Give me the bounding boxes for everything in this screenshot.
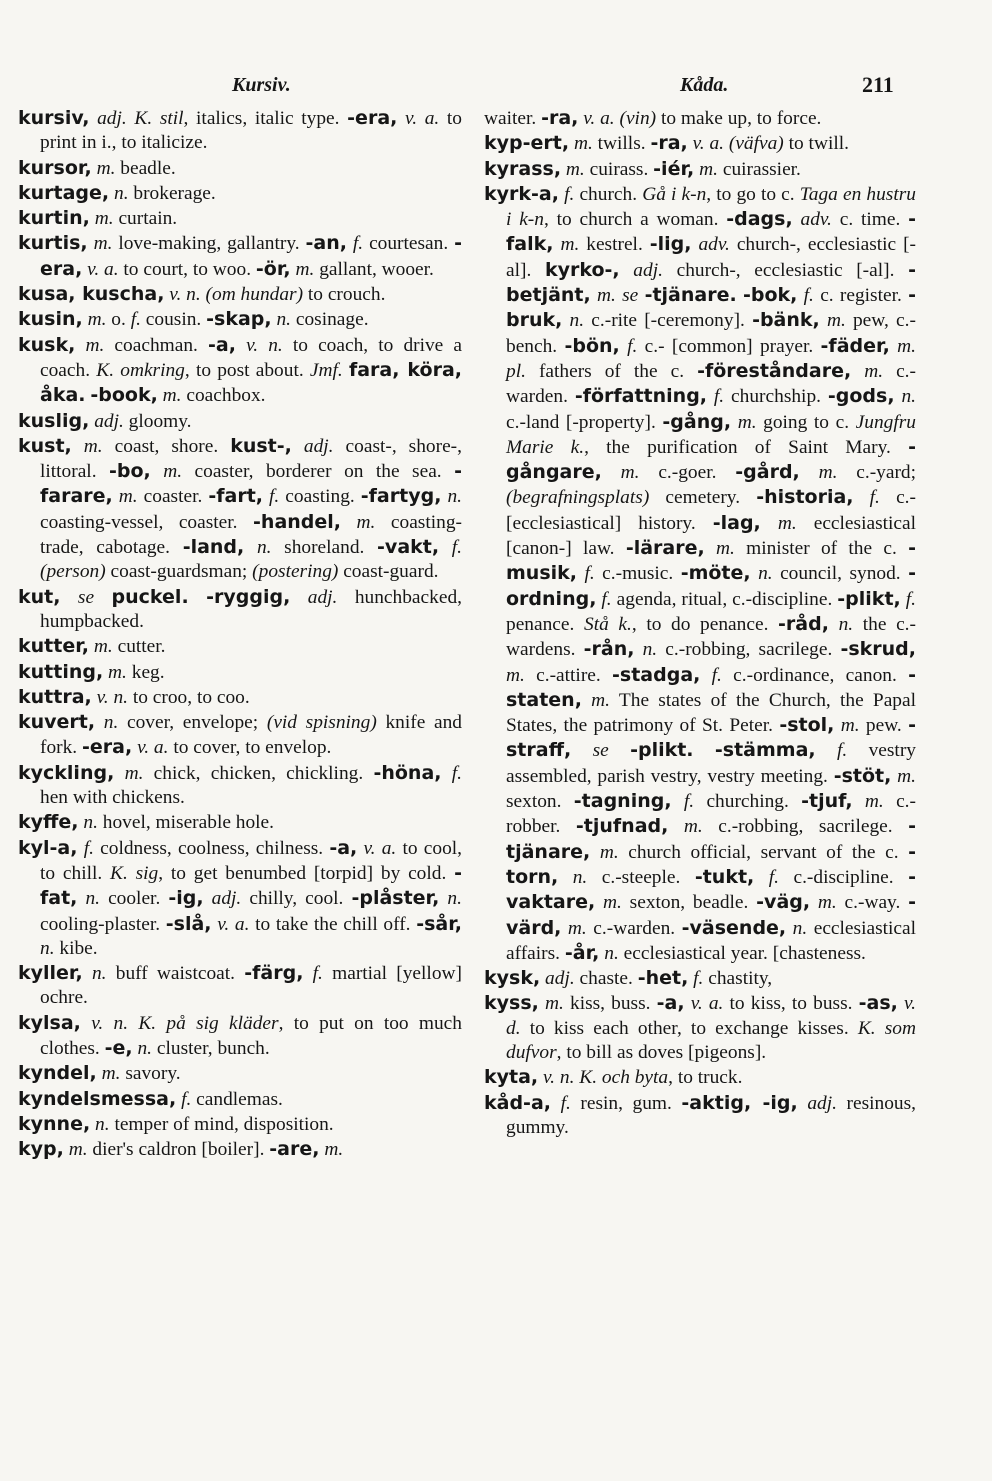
- dictionary-entry: kutter, m. cutter.: [18, 635, 166, 658]
- dictionary-entry: kyp-ert, m. twills. -ra, v. a. (väfva) to twill.: [484, 132, 849, 155]
- dictionary-entry: kurtis, m. love-making, gallantry. -an, f. courtesan. -era, v. a. to court, to woo. -ör, m. gallant, wooer.: [18, 232, 463, 280]
- dictionary-entry: waiter. -ra, v. a. (vin) to make up, to force.: [484, 107, 822, 129]
- right-column: [484, 106, 916, 1140]
- dictionary-entry: kyndelsmessa, f. candlemas.: [18, 1087, 283, 1110]
- running-header-right: Kåda.: [680, 74, 729, 96]
- dictionary-entry: kusk, m. coachman. -a, v. n. to coach, to drive a coach. K. omkring, to post about. Jmf. fara, köra, åka. -book, m. coachbox.: [18, 333, 463, 407]
- dictionary-entry: kutting, m. keg.: [18, 660, 165, 683]
- dictionary-entry: kåd-a, f. resin, gum. -aktig, -ig, adj. resinous, gummy.: [484, 1091, 917, 1138]
- dictionary-entry: kyl-a, f. coldness, coolness, chilness. -a, v. a. to cool, to chill. K. sig, to get benumbed [torpid] by cold. -fat, n. cooler. -ig, adj. chilly, cool. -plåster, n. cooling-plaster. -slå, v. a. to take the chill off. -sår, n. kibe.: [18, 836, 462, 959]
- dictionary-entry: kyndel, m. savory.: [18, 1062, 181, 1085]
- left-column: [18, 106, 462, 1162]
- dictionary-entry: kyller, n. buff waistcoat. -färg, f. martial [yellow] ochre.: [18, 962, 462, 1009]
- dictionary-entry: kursiv, adj. K. stil, italics, italic type. -era, v. a. to print in i., to italicize.: [18, 107, 462, 154]
- dictionary-entry: kursor, m. beadle.: [18, 156, 176, 179]
- dictionary-entry: kylsa, v. n. K. på sig kläder, to put on too much clothes. -e, n. cluster, bunch.: [18, 1011, 462, 1059]
- dictionary-entry: kust, m. coast, shore. kust-, adj. coast-, shore-, littoral. -bo, m. coaster, borderer on the sea. -farare, m. coaster. -fart, f. coasting. -fartyg, n. coasting-vessel, coaster. -handel, m. coasting-trade, cabotage. -land, n. shoreland. -vakt, f. (person) coast-guardsman; (postering) coast-guard.: [18, 434, 462, 583]
- dictionary-entry: kyp, m. dier's caldron [boiler]. -are, m.: [18, 1138, 344, 1161]
- dictionary-entry: kyta, v. n. K. och byta, to truck.: [484, 1066, 743, 1089]
- dictionary-entry: kyckling, m. chick, chicken, chickling. -höna, f. hen with chickens.: [18, 761, 462, 809]
- dictionary-entry: kysk, adj. chaste. -het, f. chastity,: [484, 967, 773, 990]
- page-number: 211: [862, 72, 894, 97]
- dictionary-entry: kurtin, m. curtain.: [18, 207, 178, 230]
- dictionary-entry: kuttra, v. n. to croo, to coo.: [18, 685, 250, 708]
- dictionary-entry: kusin, m. o. f. cousin. -skap, n. cosinage.: [18, 308, 369, 331]
- dictionary-entry: kyrk-a, f. church. Gå i k-n, to go to c. Taga en hustru i k-n, to church a woman. -dags, adv. c. time. -falk, m. kestrel. -lig, adv. church-, ecclesiastic [-al]. kyrko-, adj. church-, ecclesiastic [-al]. -betjänt, m. se -tjänare. -bok, f. c. register. -bruk, n. c.-rite [-ceremony]. -bänk, m. pew, c.-bench. -bön, f. c.- [common] prayer. -fäder, m. pl. fathers of the c. -föreståndare, m. c.-warden. -författning, f. churchship. -gods, n. c.-land [-property]. -gång, m. going to c. Jungfru Marie k., the purification of Saint Mary. -gångare, m. c.-goer. -gård, m. c.-yard; (begrafningsplats) cemetery. -historia, f. c.- [ecclesiastical] history. -lag, m. ecclesiastical [canon-] law. -lärare, m. minister of the c. -musik, f. c.-music. -möte, n. council, synod. -ordning, f. agenda, ritual, c.-discipline. -plikt, f. penance. Stå k., to do penance. -råd, n. the c.-wardens. -rån, n. c.-robbing, sacrilege. -skrud, m. c.-attire. -stadga, f. c.-ordinance, canon. -staten, m. The states of the Church, the Papal States, the patrimony of St. Peter. -stol, m. pew. -straff, se -plikt. -stämma, f. vestry assembled, parish vestry, vestry meeting. -stöt, m. sexton. -tagning, f. churching. -tjuf, m. c.-robber. -tjufnad, m. c.-robbing, sacrilege. -tjänare, m. church official, servant of the c. -torn, n. c.-steeple. -tukt, f. c.-discipline. -vaktare, m. sexton, beadle. -väg, m. c.-way. -värd, m. c.-warden. -väsende, n. ecclesiastical affairs. -år, n. ecclesiastical year. [chasteness.: [484, 182, 917, 964]
- dictionary-entry: kyffe, n. hovel, miserable hole.: [18, 811, 275, 834]
- dictionary-entry: kuslig, adj. gloomy.: [18, 409, 192, 432]
- dictionary-entry: kurtage, n. brokerage.: [18, 181, 216, 204]
- dictionary-entry: kyss, m. kiss, buss. -a, v. a. to kiss, to buss. -as, v. d. to kiss each other, to exchange kisses. K. som dufvor, to bill as doves [pigeons].: [484, 992, 916, 1063]
- dictionary-entry: kusa, kuscha, v. n. (om hundar) to crouch.: [18, 283, 386, 306]
- running-header-left: Kursiv.: [232, 74, 291, 96]
- dictionary-entry: kynne, n. temper of mind, disposition.: [18, 1112, 334, 1135]
- dictionary-entry: kuvert, n. cover, envelope; (vid spisning) knife and fork. -era, v. a. to cover, to envelop.: [18, 711, 462, 759]
- dictionary-entry: kut, se puckel. -ryggig, adj. hunchbacked, humpbacked.: [18, 585, 462, 632]
- dictionary-entry: kyrass, m. cuirass. -iér, m. cuirassier.: [484, 157, 801, 180]
